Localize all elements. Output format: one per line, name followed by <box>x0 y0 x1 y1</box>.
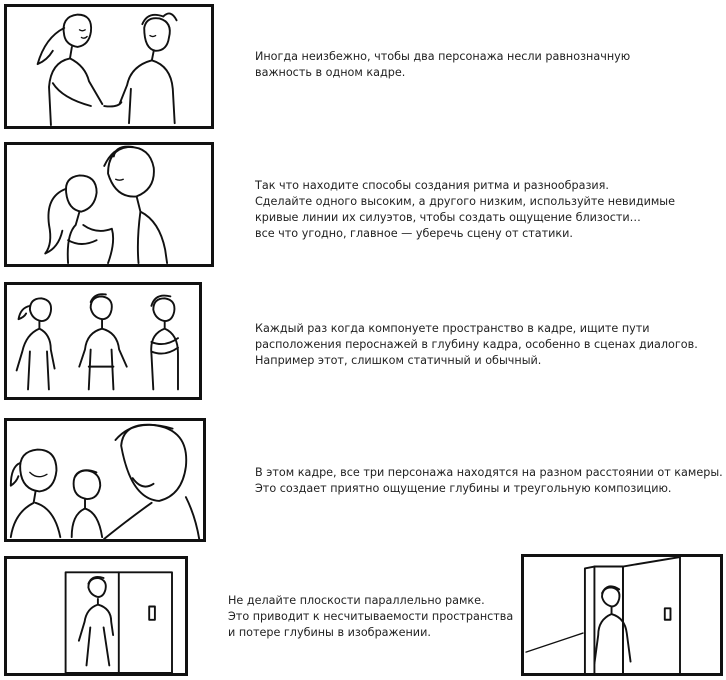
caption-3-line-1: Каждый раз когда компонуете пространство в кадре, ищите пути <box>255 322 650 335</box>
caption-1-line-2: важность в одном кадре. <box>255 66 406 79</box>
caption-3-line-3: Например этот, слишком статичный и обычный. <box>255 354 542 367</box>
caption-4 <box>255 465 723 497</box>
storyboard-panel-3 <box>4 282 202 400</box>
caption-2-line-2: Сделайте одного высоким, а другого низким, используйте невидимые <box>255 195 676 208</box>
caption-2-line-3: кривые линии их силуэтов, чтобы создать ощущение близости… <box>255 211 641 224</box>
storyboard-panel-1 <box>4 4 214 129</box>
caption-1-line-1: Иногда неизбежно, чтобы два персонажа несли равнозначную <box>255 50 631 63</box>
sketch-couple-holding-hands <box>7 7 211 126</box>
caption-2-line-4: все что угодно, главное — уберечь сцену от статики. <box>255 227 573 240</box>
storyboard-panel-2 <box>4 142 214 267</box>
sketch-angled-door <box>524 557 720 673</box>
caption-5-line-2: Это приводит к несчитываемости пространства <box>228 610 514 623</box>
storyboard-panel-4 <box>4 418 206 542</box>
caption-5-line-1: Не делайте плоскости параллельно рамке. <box>228 594 485 607</box>
caption-2-line-1: Так что находите способы создания ритма и разнообразия. <box>255 179 609 192</box>
sketch-tall-and-short-couple <box>7 145 211 264</box>
caption-5-line-3: и потере глубины в изображении. <box>228 626 431 639</box>
caption-5 <box>228 593 513 641</box>
sketch-three-characters-flat <box>7 285 199 397</box>
caption-3-line-2: расположения пероснажей в глубину кадра, особенно в сценах диалогов. <box>255 338 698 351</box>
storyboard-panel-6 <box>521 554 723 676</box>
caption-1 <box>255 49 630 81</box>
storyboard-panel-5 <box>4 556 188 676</box>
sketch-three-characters-depth <box>7 421 203 539</box>
sketch-flat-door <box>7 559 185 673</box>
caption-3 <box>255 321 698 369</box>
caption-2 <box>255 178 675 242</box>
caption-4-line-2: Это создает приятно ощущение глубины и треугольную композицию. <box>255 482 672 495</box>
caption-4-line-1: В этом кадре, все три персонажа находятся на разном расстоянии от камеры. <box>255 466 723 479</box>
